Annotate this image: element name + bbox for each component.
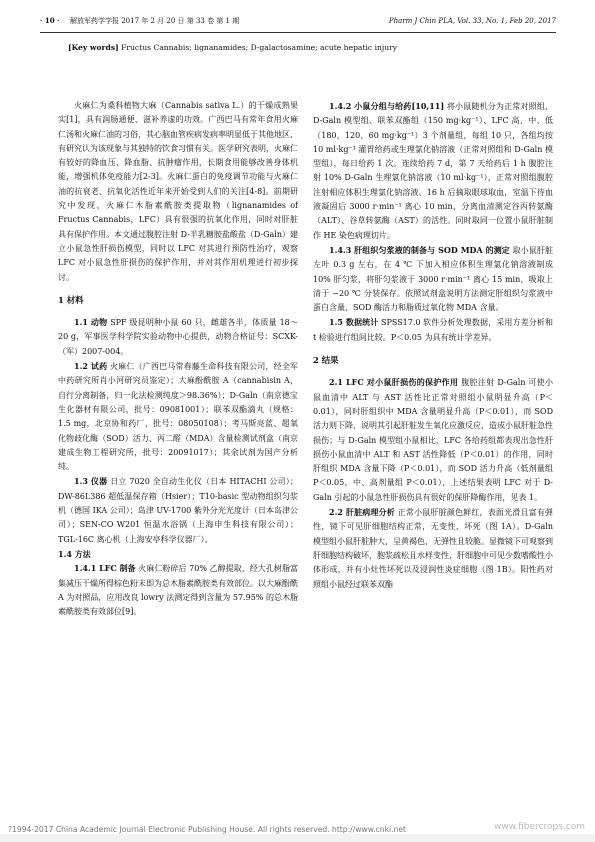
copyright-notice: ?1994-2017 China Academic Journal Electronic Publishing House. All rights reserved. http://www.cnki.net [8,825,407,834]
sec-2-1-heading: 2.1 LFC 对小鼠肝损伤的保护作用 [329,377,459,388]
sec-1-4-3-heading: 1.4.3 肝组织匀浆液的制备与 SOD MDA 的测定 [329,244,510,255]
sec-1-5-heading: 1.5 数据统计 [329,317,379,328]
sec-1-1-heading: 1.1 动物 [74,317,108,328]
section-2-heading: 2 结果 [313,355,339,366]
right-column [313,99,553,592]
sec-2-1-text: 腹腔注射 D-Galn 可使小鼠血清中 ALT 与 AST 活性比正常对照组小鼠明显升高（P＜0.01），同时肝组织中 MDA 含量明显升高（P＜0.01），而 SOD 活力则下降，说明其引起肝脏发生氧化应激反应，造成小鼠肝脏急性损伤；与 D-Galn 模型组小鼠相比，LFC 各给药组都表现出急性肝损伤小鼠血清中 ALT 和 AST 活性降低（P＜0.01）的作用，同时肝组织 MDA 含量下降（P＜0.01），而 SOD 活力升高（低剂量组 P＜0.05，中、高剂量组 P＜0.01），上述结果表明 LFC 对于 D-Galn 引起的小鼠急性肝损伤具有很好的保肝降酶作用，见表 1。 [313,378,553,502]
sec-1-4-heading: 1.4 方法 [58,548,91,559]
sec-2-2-heading: 2.2 肝脏病理分析 [329,507,395,518]
left-column [58,99,298,619]
watermark: www.fibercrops.com [494,822,585,832]
sec-1-2-text: 火麻仁（广西巴马常春藤生命科技有限公司，经全军中药研究所肖小河研究员鉴定）；大麻酚酰胺 A（cannabisin A，自行分离制备，归一化法检测纯度＞98.36%）；D-Galn（南京德宝生化器材有限公司，批号：09081001）；联苯双酯滴丸（规格：1.5 mg，北京协和药厂，批号：08050108）；考马斯亮蓝、超氧化物歧化酶（SOD）活力、丙二醛（MDA）含量检测试剂盒（南京建成生物工程研究所，批号：20091017）；其余试剂为国产分析纯。 [58,362,299,472]
keywords-text: Fructus Cannabis; lignanamides; D-galactosamine; acute hepatic injury [118,43,398,52]
sec-1-4-1-heading: 1.4.1 LFC 制备 [74,563,136,574]
sec-1-4-1-text: 火麻仁粉碎后 70% 乙醇提取，经大孔树脂富集减压干燥所得棕色粉末即为总木脂素酰胺类有效部位。以大麻酚酰 A 为对照品，应用改良 lowry 法测定得到含量为 57.95% 的总木脂素酰胺类有效部位[9]。 [58,564,298,617]
keywords-label: [Key words] [68,43,119,52]
keywords [68,41,538,55]
sec-1-4-2-heading: 1.4.2 小鼠分组与给药[10,11] [329,101,445,111]
sec-1-3-text: 日立 7020 全自动生化仪（日本 HITACHI 公司）；DW-86L386 超低温保存箱（Hsier）；T10-basic 型动物组织匀浆机（德国 IKA 公司）；岛津 UV-1700 紫外分光光度计（日本岛津公司）；SEN-CO W201 恒温水浴锅（上海申生科技有限公司）；TGL-16C 离心机（上海安亭科学仪器厂）。 [58,477,298,544]
sec-1-3-heading: 1.3 仪器 [74,476,108,487]
sec-1-2-heading: 1.2 试药 [74,361,108,372]
journal-title-en: Pharm J Chin PLA, Vol. 33, No. 1, Feb 20, 2017 [388,17,556,25]
intro-paragraph: 火麻仁为桑科植物大麻（Cannabis sativa L.）的干燥成熟果实[1]，具有润肠通便、滋补养虚的功效。广西巴马有常年食用火麻仁汤和火麻仁油的习俗，其心脑血管疾病发病率明显低于其他地区，有研究认为该现象与其独特的饮食习惯有关。医学研究表明，火麻仁有较好的降血压、降血脂、抗肿瘤作用，长期食用能够改善身体机能，增强机体免疫能力[2-3]。火麻仁蛋白的免疫调节功能与火麻仁油的抗衰老、抗氧化活性近年来开始受到人们的关注[4-8]。前期研究中发现，火麻仁木脂素酰胺类提取物（lignanamides of Fructus Cannabis，LFC）具有很强的抗氧化作用，同时对肝脏具有保护作用。本文通过腹腔注射 D-半乳糖胺盐酸盐（D-Galn）建立小鼠急性肝损伤模型，同时以 LFC 对其进行预防性治疗，观察 LFC 对小鼠急性肝损伤的保护作用，并对其作用机理进行初步探讨。 [58,101,298,282]
sec-1-4-2-text: 将小鼠随机分为正常对照组、D-Galn 模型组、联苯双酯组（150 mg·kg⁻¹）、LFC 高、中、低（180，120，60 mg·kg⁻¹）3 个剂量组，每组 10 只，各组均按 10 ml·kg⁻¹ 灌胃给药或生理氯化钠溶液（正常对照组和 D-Galn 模型组），每日给药 1 次。连续给药 7 d，第 7 天给药后 1 h 腹腔注射 10% D-Galn 生理氯化钠溶液（10 ml·kg⁻¹），正常对照组腹腔注射相应体积生理氯化钠溶液。16 h 后摘取眼球取血，室温下待血液凝固后 3000 r·min⁻¹ 离心 10 min，分离血清测定谷丙转氨酶（ALT）、谷草转氨酶（AST）的活性。同时取同一位置小鼠肝脏制作 HE 染色病理切片。 [313,102,554,240]
sec-1-5-text: SPSS17.0 软件分析处理数据，采用方差分析和 t 检验进行组间比较。P＜0.05 为具有统计学差异。 [313,318,554,342]
page-number: · 10 · [40,16,60,25]
running-header [40,10,556,33]
journal-title-cn: 解放军药学学报 2017 年 2 月 20 日 第 33 卷 第 1 期 [70,17,240,25]
sec-1-4-3-text: 取小鼠肝脏左叶 0.3 g 左右，在 4 ℃ 下加入相应体积生理氯化钠溶液制成 10% 肝匀浆，将肝匀浆液于 3000 r·min⁻¹ 离心 15 min，吸取上清于 −20 ℃ 分装保存。依照试剂盒说明方法测定肝组织匀浆液中蛋白含量、SOD 酶活力和脂质过氧化物 MDA 含量。 [313,245,554,313]
sec-1-1-text: SPF 级昆明种小鼠 60 只，雌雄各半，体质量 18～20 g，军事医学科学院实验动物中心提供，动物合格证号：SCXK-（军）2007-004。 [58,318,299,356]
page-footer [0,822,595,842]
section-1-heading: 1 材料 [58,294,84,305]
sec-2-2-text: 正常小鼠肝脏颜色鲜红，表面光滑且富有弹性，镜下可见肝细胞结构正常，无变性、坏死（图 1A）。D-Galn 模型组小鼠肝脏肿大，呈黄褐色，无弹性且较脆。显微镜下可观察到肝细胞结构破坏，胞浆疏松且水样变性，肝细胞中可见少数嗜酸性小体形成，并有小灶性坏死以及浸润性炎症细胞（图 1B）。阳性药对照组小鼠经过联苯双酯 [313,508,554,589]
